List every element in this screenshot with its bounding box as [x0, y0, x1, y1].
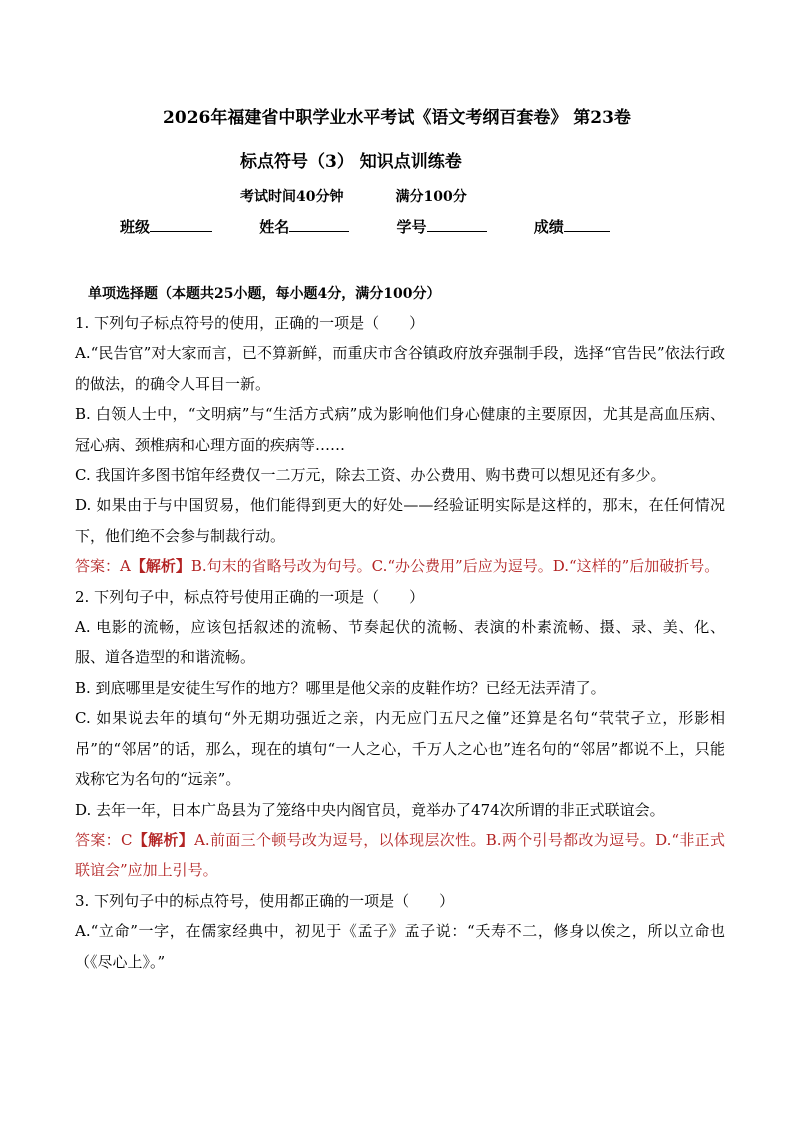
- question-2-stem: 2. 下列句子中，标点符号使用正确的一项是（ ）: [75, 587, 425, 606]
- student-info-fields: [120, 216, 652, 237]
- name-field: 姓名: [259, 216, 349, 237]
- grade-blank: [564, 230, 610, 232]
- question-1-answer: 答案：A【解析】B.句末的省略号改为句号。C.“办公费用”后应为逗号。D.“这样的”后加破折号。: [75, 557, 720, 576]
- question-1-option-a: A.“民告官”对大家而言，已不算新鲜，而重庆市含谷镇政府放弃强制手段，选择“官告民”依法行政的做法，的确令人耳目一新。: [75, 344, 725, 393]
- question-1-option-c: C. 我国许多图书馆年经费仅一二万元，除去工资、办公费用、购书费可以想见还有多少。: [75, 466, 666, 485]
- question-3-option-a: A.“立命”一字，在儒家经典中，初见于《孟子》孟子说：“夭寿不二，修身以俟之，所以立命也（《尽心上》。”: [75, 922, 725, 971]
- exam-title: 2026年福建省中职学业水平考试《语文考纲百套卷》 第23卷: [163, 108, 631, 128]
- class-blank: [150, 230, 212, 232]
- question-1-stem: 1. 下列句子标点符号的使用，正确的一项是（ ）: [75, 314, 425, 332]
- question-2-option-d: D. 去年一年，日本广岛县为了笼络中央内阁官员，竟举办了474次所谓的非正式联谊会。: [75, 800, 665, 819]
- exam-time: 考试时间40分钟: [240, 189, 344, 205]
- exam-subtitle: 标点符号（3） 知识点训练卷: [240, 152, 462, 172]
- student-id-blank: [427, 230, 487, 232]
- question-1-option-d: D. 如果由于与中国贸易，他们能得到更大的好处——经验证明实际是这样的，那末，在任何情况下，他们绝不会参与制裁行动。: [75, 496, 725, 545]
- section-heading: 单项选择题（本题共25小题，每小题4分，满分100分）: [88, 286, 441, 302]
- question-2-option-a: A. 电影的流畅，应该包括叙述的流畅、节奏起伏的流畅、表演的朴素流畅、摄、录、美、化、服、道各造型的和谐流畅。: [75, 618, 725, 667]
- exam-info: [240, 186, 467, 206]
- exam-full-score: 满分100分: [395, 189, 467, 205]
- question-3-stem: 3. 下列句子中的标点符号，使用都正确的一项是（ ）: [75, 891, 455, 910]
- question-2-option-c: C. 如果说去年的填句“外无期功强近之亲，内无应门五尺之僮”还算是名句“茕茕孑立，形影相吊”的“邻居”的话，那么，现在的填句“一人之心，千万人之心也”连名句的“邻居”都说不上，只能戏称它为名句的“远亲”。: [75, 709, 725, 789]
- grade-field: 成绩: [534, 216, 610, 237]
- student-id-field: 学号: [397, 216, 487, 237]
- question-2-answer: 答案：C【解析】A.前面三个顿号改为逗号，以体现层次性。B.两个引号都改为逗号。D.“非正式联谊会”应加上引号。: [75, 830, 725, 880]
- question-2-option-b: B. 到底哪里是安徒生写作的地方？哪里是他父亲的皮鞋作坊？已经无法弄清了。: [75, 678, 606, 697]
- question-content: [75, 280, 725, 977]
- class-field: 班级: [120, 216, 212, 237]
- question-1-option-b: B. 白领人士中，“文明病”与“生活方式病”成为影响他们身心健康的主要原因，尤其是高血压病、冠心病、颈椎病和心理方面的疾病等……: [75, 405, 725, 454]
- name-blank: [289, 230, 349, 232]
